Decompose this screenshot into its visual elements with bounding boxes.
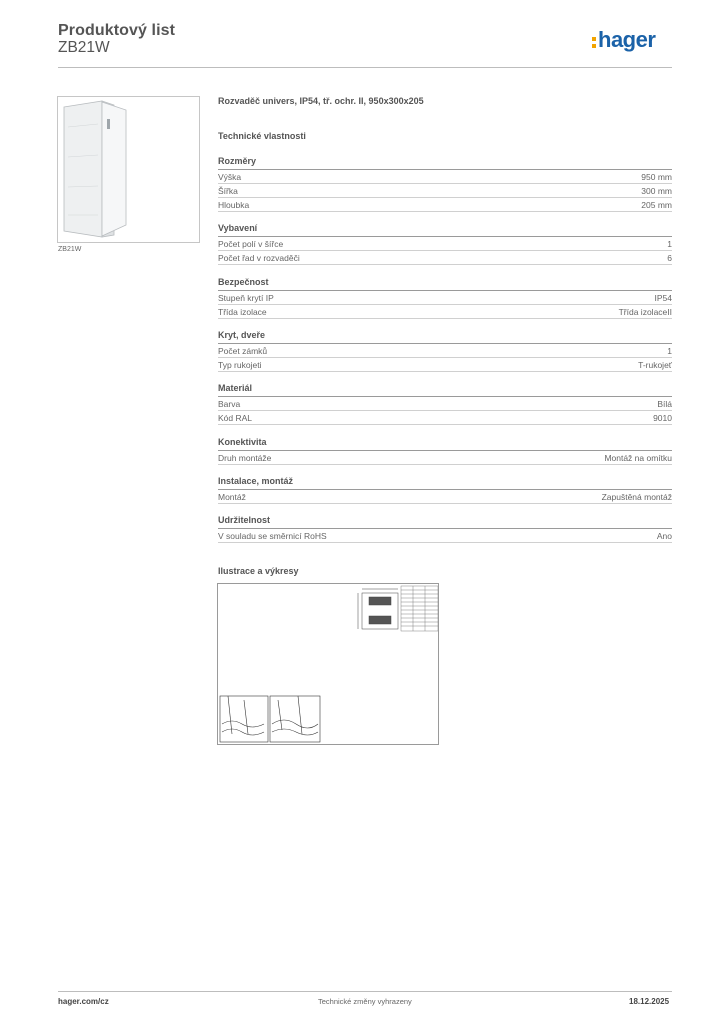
footer-disclaimer: Technické změny vyhrazeny [318, 997, 412, 1006]
spec-value: Bílá [657, 399, 672, 409]
spec-row [218, 411, 672, 425]
footer-website-link[interactable]: hager.com/cz [58, 997, 109, 1006]
spec-value: Montáž na omítku [604, 453, 672, 463]
spec-label: Šířka [218, 186, 238, 196]
spec-value: Třída izolaceII [618, 307, 672, 317]
spec-row [218, 291, 672, 305]
spec-row [218, 397, 672, 411]
illustrations-panel [217, 583, 439, 745]
spec-value: T-rukojeť [638, 360, 672, 370]
footer-date: 18.12.2025 [629, 997, 670, 1006]
section-title: Materiál [218, 382, 672, 397]
spec-label: Kód RAL [218, 413, 253, 423]
spec-value: 300 mm [641, 186, 672, 196]
product-description: Rozvaděč univers, IP54, tř. ochr. II, 950x300x205 [218, 96, 424, 106]
page-title: Produktový list [58, 22, 176, 39]
section-title: Bezpečnost [218, 276, 672, 291]
dimension-drawing [358, 589, 398, 629]
spec-label: Stupeň krytí IP [218, 293, 274, 303]
section-safety [218, 276, 672, 319]
section-connectivity [218, 436, 672, 465]
section-material [218, 382, 672, 425]
spec-row [218, 451, 672, 465]
spec-label: V souladu se směrnicí RoHS [218, 531, 327, 541]
section-equipment [218, 222, 672, 265]
spec-value: IP54 [654, 293, 672, 303]
spec-row [218, 490, 672, 504]
footer-divider [58, 991, 672, 992]
spec-row [218, 251, 672, 265]
spec-label: Typ rukojeti [218, 360, 262, 370]
spec-label: Výška [218, 172, 242, 182]
section-title: Rozměry [218, 155, 672, 170]
hager-logo-dots [592, 34, 596, 50]
spec-row [218, 305, 672, 319]
spec-row [218, 358, 672, 372]
spec-row [218, 198, 672, 212]
product-image-caption: ZB21W [58, 246, 82, 253]
spec-value: 950 mm [641, 172, 672, 182]
spec-label: Počet polí v šířce [218, 239, 284, 249]
installation-sketch [220, 696, 320, 742]
technical-drawings [218, 584, 438, 744]
spec-label: Třída izolace [218, 307, 267, 317]
spec-row [218, 529, 672, 543]
spec-value: 205 mm [641, 200, 672, 210]
section-installation [218, 475, 672, 504]
spec-label: Hloubka [218, 200, 250, 210]
spec-row [218, 184, 672, 198]
technical-properties-heading: Technické vlastnosti [218, 131, 306, 141]
data-table-drawing [401, 586, 438, 631]
illustrations-heading: Ilustrace a výkresy [218, 566, 299, 576]
spec-value: 6 [667, 253, 672, 263]
product-image [57, 96, 200, 243]
spec-label: Počet zámků [218, 346, 268, 356]
spec-label: Montáž [218, 492, 246, 502]
spec-row [218, 237, 672, 251]
section-dimensions [218, 155, 672, 212]
spec-value: 9010 [653, 413, 672, 423]
section-title: Instalace, montáž [218, 475, 672, 490]
header-divider [58, 67, 672, 68]
spec-row [218, 344, 672, 358]
spec-value: Zapuštěná montáž [601, 492, 672, 502]
spec-row [218, 170, 672, 184]
spec-value: 1 [667, 239, 672, 249]
section-title: Kryt, dveře [218, 329, 672, 344]
section-title: Konektivita [218, 436, 672, 451]
spec-label: Barva [218, 399, 241, 409]
section-sustainability [218, 514, 672, 543]
section-cover-door [218, 329, 672, 372]
hager-logo: hager [598, 27, 656, 52]
spec-value: 1 [667, 346, 672, 356]
section-title: Udržitelnost [218, 514, 672, 529]
section-title: Vybavení [218, 222, 672, 237]
spec-label: Druh montáže [218, 453, 272, 463]
cabinet-illustration [58, 97, 199, 242]
spec-label: Počet řad v rozvaděči [218, 253, 300, 263]
product-code: ZB21W [58, 39, 110, 56]
spec-value: Ano [656, 531, 672, 541]
